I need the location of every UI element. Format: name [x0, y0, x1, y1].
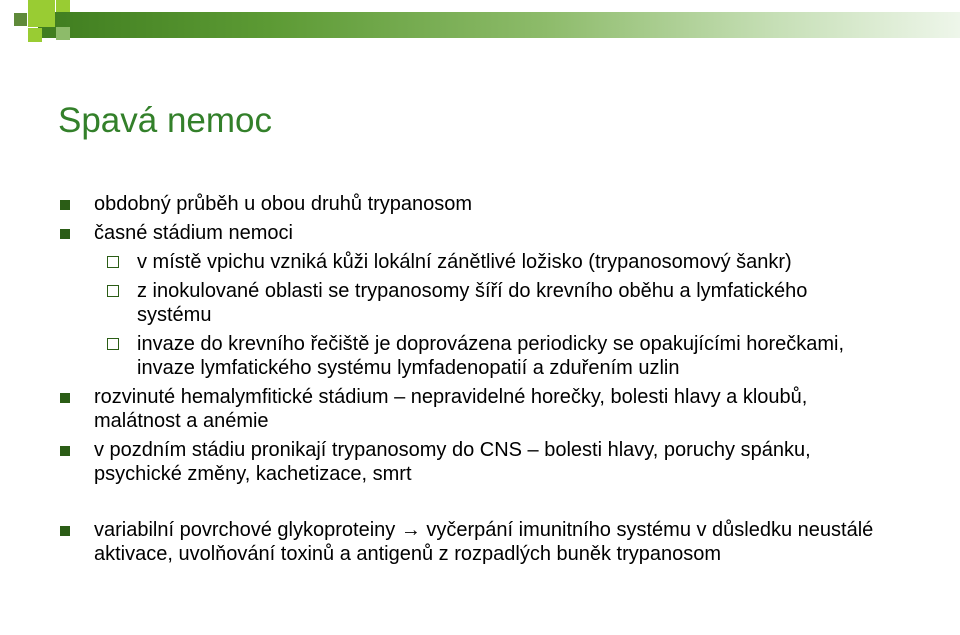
filled-square-bullet-icon — [60, 229, 70, 239]
filled-square-bullet-icon — [60, 446, 70, 456]
list-item-text: v pozdním stádiu pronikají trypanosomy do CNS – bolesti hlavy, poruchy spánku, psychické změny, kachetizace, smrt — [94, 439, 811, 485]
decor-square-icon — [28, 28, 42, 42]
list-item-text: v místě vpichu vzniká kůži lokální zánětlivé ložisko (trypanosomový šankr) — [137, 251, 792, 273]
list-item-text: variabilní povrchové glykoproteiny → vyčerpání imunitního systému v důsledku neustálé aktivace, uvolňování toxinů a antigenů z rozpadlých buněk trypanosom — [94, 519, 874, 565]
bullet-list — [0, 192, 960, 566]
list-item — [137, 279, 877, 327]
hollow-square-bullet-icon — [107, 285, 119, 297]
hollow-square-bullet-icon — [107, 338, 119, 350]
list-item-text: invaze do krevního řečiště je doprovázena periodicky se opakujícími horečkami, invaze lymfatického systému lymfadenopatií a zduřením uzlin — [137, 333, 845, 379]
list-item — [94, 385, 884, 433]
list-item-text: obdobný průběh u obou druhů trypanosom — [94, 193, 473, 215]
list-item-text: rozvinuté hemalymfitické stádium – nepravidelné horečky, bolesti hlavy a kloubů, malátnost a anémie — [94, 386, 808, 432]
decor-square-icon — [28, 0, 55, 27]
filled-square-bullet-icon — [60, 393, 70, 403]
decor-square-icon — [14, 13, 27, 26]
list-item — [94, 518, 884, 566]
filled-square-bullet-icon — [60, 200, 70, 210]
decor-square-icon — [56, 0, 70, 12]
filled-square-bullet-icon — [60, 526, 70, 536]
list-item — [94, 221, 884, 245]
list-item — [137, 250, 877, 274]
hollow-square-bullet-icon — [107, 256, 119, 268]
list-item — [137, 332, 877, 380]
decor-square-icon — [56, 27, 70, 40]
list-item — [94, 192, 884, 216]
list-item-text: časné stádium nemoci — [94, 222, 293, 244]
header-gradient-bar — [38, 12, 960, 38]
list-item — [94, 438, 884, 486]
slide-title: Spavá nemoc — [58, 101, 273, 140]
list-item-text: z inokulované oblasti se trypanosomy šíří do krevního oběhu a lymfatického systému — [137, 280, 808, 326]
